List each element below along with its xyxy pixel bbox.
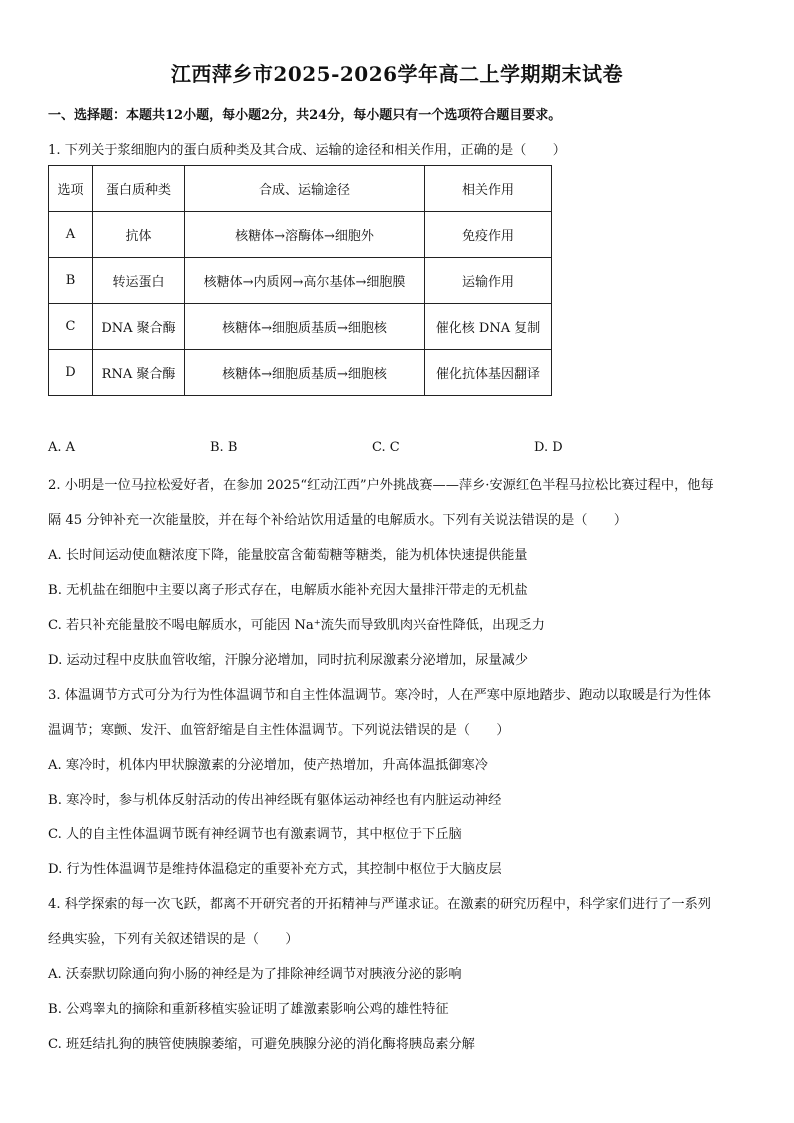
q3-stem-line: 温调节；寒颤、发汗、血管舒缩是自主性体温调节。下列说法错误的是（ ） [48, 723, 510, 738]
table-cell: DNA 聚合酶 [93, 304, 185, 350]
q4-option-b[interactable]: B. 公鸡睾丸的摘除和重新移植实验证明了雄激素影响公鸡的雄性特征 [48, 1002, 449, 1017]
q3-option-c[interactable]: C. 人的自主性体温调节既有神经调节也有激素调节，其中枢位于下丘脑 [48, 827, 462, 842]
q1-stem: 1. 下列关于浆细胞内的蛋白质种类及其合成、运输的途径和相关作用，正确的是（ ） [48, 143, 566, 158]
section-heading: 一、选择题：本题共12小题，每小题2分，共24分，每小题只有一个选项符合题目要求。 [48, 108, 562, 123]
q3-option-a[interactable]: A. 寒冷时，机体内甲状腺激素的分泌增加，使产热增加，升高体温抵御寒冷 [48, 758, 488, 773]
table-cell: 抗体 [93, 212, 185, 258]
table-cell: D [49, 350, 93, 396]
table-row [49, 212, 552, 258]
q2-stem-line: 隔 45 分钟补充一次能量胶，并在每个补给站饮用适量的电解质水。下列有关说法错误的是（ ） [48, 513, 628, 528]
table-header-row [49, 166, 552, 212]
table-header-cell: 蛋白质种类 [93, 166, 185, 212]
q1-option-a[interactable]: A. A [48, 440, 76, 455]
q1-option-c[interactable]: C. C [372, 440, 400, 455]
table-cell: C [49, 304, 93, 350]
table-cell: 核糖体→细胞质基质→细胞核 [185, 350, 425, 396]
q2-option-d[interactable]: D. 运动过程中皮肤血管收缩，汗腺分泌增加，同时抗利尿激素分泌增加，尿量减少 [48, 653, 529, 668]
table-cell: RNA 聚合酶 [93, 350, 185, 396]
q2-option-a[interactable]: A. 长时间运动使血糖浓度下降，能量胶富含葡萄糖等糖类，能为机体快速提供能量 [48, 548, 528, 563]
q3-stem-line: 3. 体温调节方式可分为行为性体温调节和自主性体温调节。寒冷时，人在严寒中原地踏步、跑动以取暖是行为性体 [48, 688, 711, 703]
table-cell: 核糖体→内质网→高尔基体→细胞膜 [185, 258, 425, 304]
q3-option-b[interactable]: B. 寒冷时，参与机体反射活动的传出神经既有躯体运动神经也有内脏运动神经 [48, 793, 502, 808]
table-cell: 转运蛋白 [93, 258, 185, 304]
table-cell: 核糖体→细胞质基质→细胞核 [185, 304, 425, 350]
q2-stem-line: 2. 小明是一位马拉松爱好者，在参加 2025“红动江西”户外挑战赛——萍乡·安源红色半程马拉松比赛过程中，他每 [48, 478, 714, 493]
page-title: 江西萍乡市2025-2026学年高二上学期期末试卷 [170, 62, 624, 86]
table-cell: B [49, 258, 93, 304]
table-header-cell: 选项 [49, 166, 93, 212]
table-cell: 运输作用 [425, 258, 552, 304]
q2-option-b[interactable]: B. 无机盐在细胞中主要以离子形式存在，电解质水能补充因大量排汗带走的无机盐 [48, 583, 528, 598]
q4-option-c[interactable]: C. 班廷结扎狗的胰管使胰腺萎缩，可避免胰腺分泌的消化酶将胰岛素分解 [48, 1037, 475, 1052]
q1-table [48, 165, 552, 396]
table-cell: A [49, 212, 93, 258]
table-cell: 催化抗体基因翻译 [425, 350, 552, 396]
q3-option-d[interactable]: D. 行为性体温调节是维持体温稳定的重要补充方式，其控制中枢位于大脑皮层 [48, 862, 502, 877]
table-row [49, 304, 552, 350]
table-row [49, 258, 552, 304]
q4-option-a[interactable]: A. 沃泰默切除通向狗小肠的神经是为了排除神经调节对胰液分泌的影响 [48, 967, 462, 982]
table-header-cell: 合成、运输途径 [185, 166, 425, 212]
q4-stem-line: 经典实验，下列有关叙述错误的是（ ） [48, 932, 299, 947]
q2-option-c[interactable]: C. 若只补充能量胶不喝电解质水，可能因 Na⁺流失而导致肌肉兴奋性降低，出现乏力 [48, 618, 545, 633]
q1-option-b[interactable]: B. B [210, 440, 238, 455]
table-cell: 核糖体→溶酶体→细胞外 [185, 212, 425, 258]
table-header-cell: 相关作用 [425, 166, 552, 212]
q4-stem-line: 4. 科学探索的每一次飞跃，都离不开研究者的开拓精神与严谨求证。在激素的研究历程中，科学家们进行了一系列 [48, 897, 711, 912]
table-cell: 催化核 DNA 复制 [425, 304, 552, 350]
table-cell: 免疫作用 [425, 212, 552, 258]
table-row [49, 350, 552, 396]
q1-option-d[interactable]: D. D [534, 440, 563, 455]
